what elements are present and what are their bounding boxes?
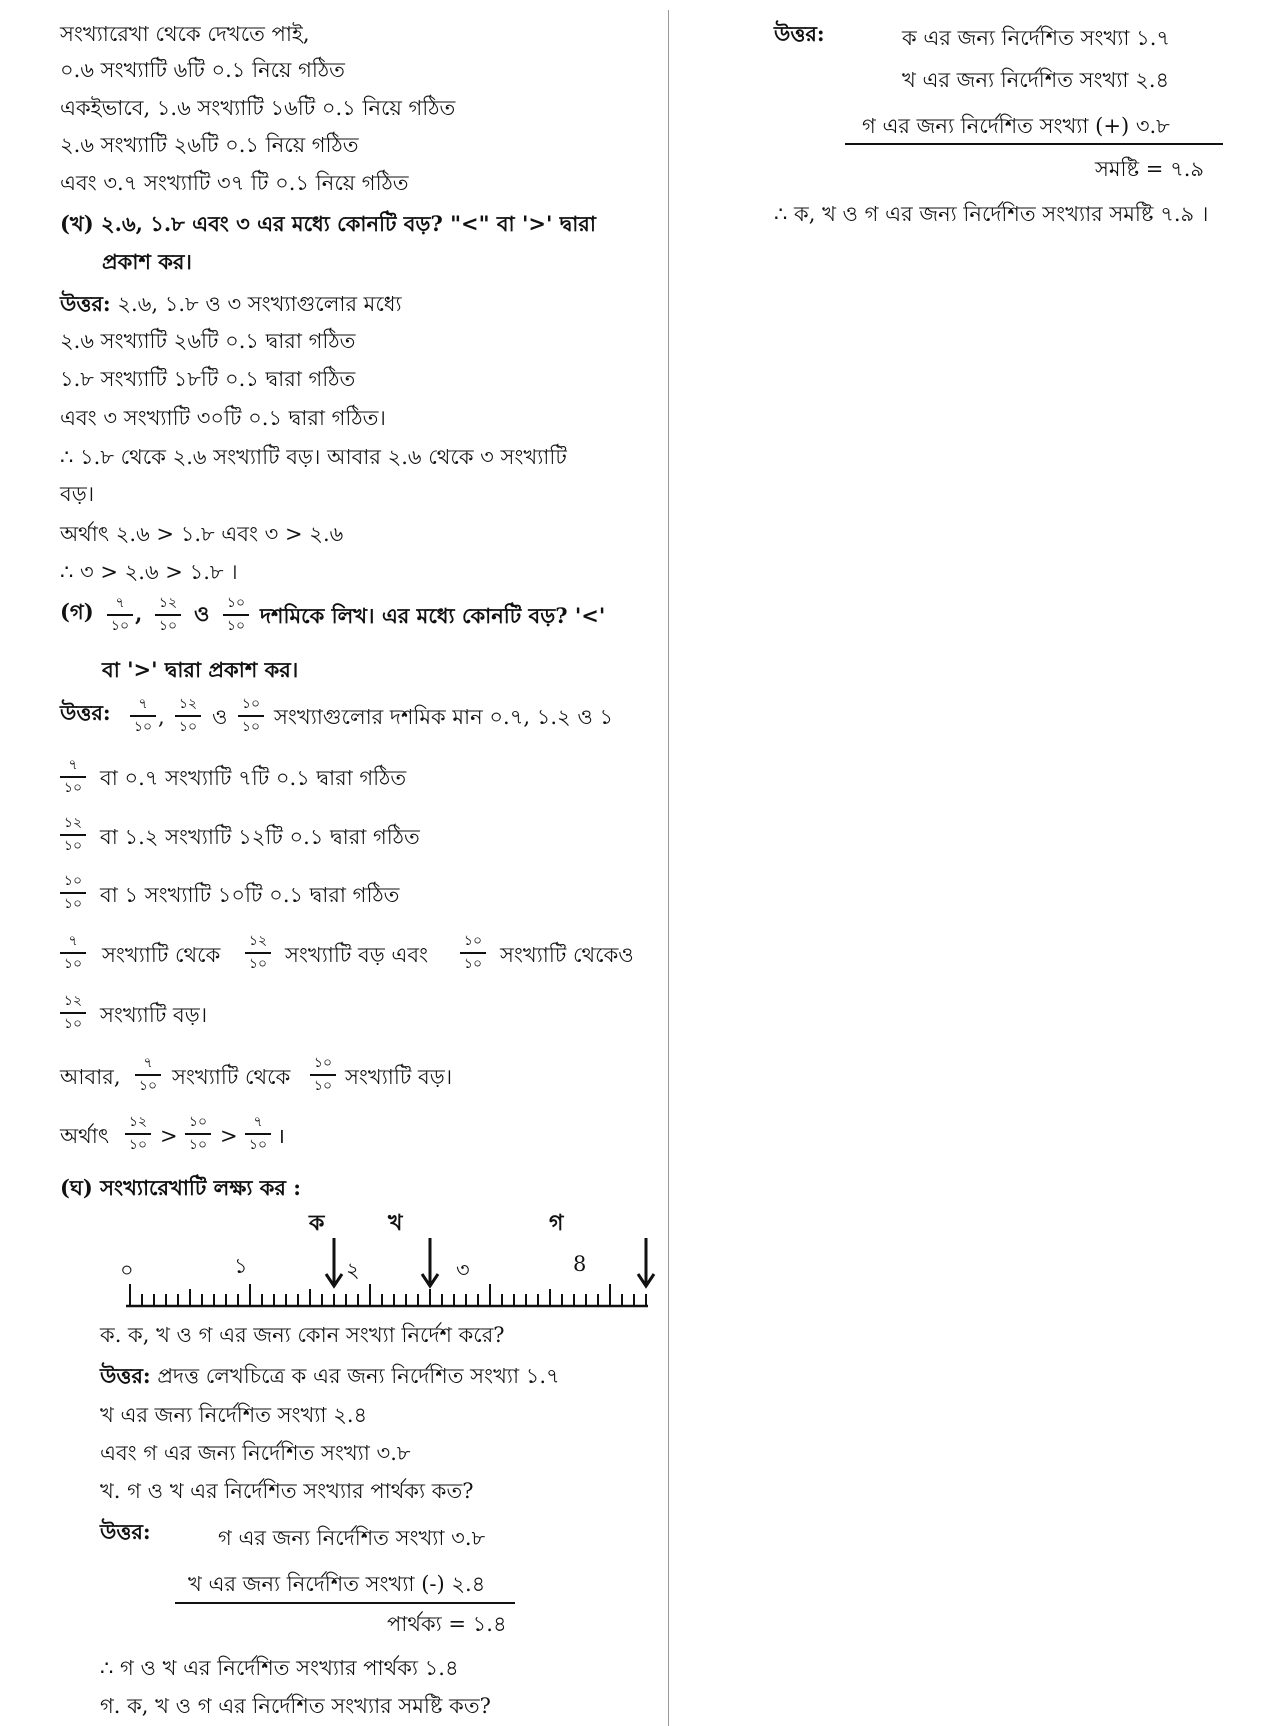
text-line: এবং গ এর জন্য নির্দেশিত সংখ্যা ৩.৮ xyxy=(100,1441,411,1465)
operator: > xyxy=(160,1124,178,1148)
text-line: সংখ্যারেখা থেকে দেখতে পাই, xyxy=(60,22,310,46)
fraction: ৭ ১০ xyxy=(60,933,86,973)
tick-label-2: ২ xyxy=(346,1258,360,1282)
operator: > xyxy=(220,1124,238,1148)
text-line: ২.৬ সংখ্যাটি ২৬টি ০.১ দ্বারা গঠিত xyxy=(60,329,356,353)
fraction: ১২ ১০ xyxy=(245,933,271,973)
text-line: বা ০.৭ সংখ্যাটি ৭টি ০.১ দ্বারা গঠিত xyxy=(100,766,407,790)
text-line: ∴ ১.৮ থেকে ২.৬ সংখ্যাটি বড়। আবার ২.৬ থেকে ৩ সংখ্যাটি xyxy=(60,445,567,469)
fraction: ১২ ১০ xyxy=(60,993,86,1033)
text-line: সংখ্যাটি বড় এবং xyxy=(285,943,429,967)
comma: , xyxy=(158,705,165,729)
tick-label-0: ০ xyxy=(120,1258,134,1282)
conjunction: ও xyxy=(212,705,228,729)
text-line: পার্থক্য = ১.৪ xyxy=(387,1612,507,1636)
tick-label-4: 8 xyxy=(573,1252,587,1276)
text-line: খ এর জন্য নির্দেশিত সংখ্যা (-) ২.৪ xyxy=(188,1572,486,1596)
text-line: একইভাবে, ১.৬ সংখ্যাটি ১৬টি ০.১ নিয়ে গঠিত xyxy=(60,96,456,120)
question-ga-cont: বা '>' দ্বারা প্রকাশ কর। xyxy=(102,657,299,682)
text-line: খ এর জন্য নির্দেশিত সংখ্যা ২.৪ xyxy=(100,1403,368,1427)
answer-text: ২.৬, ১.৮ ও ৩ সংখ্যাগুলোর মধ্যে xyxy=(117,292,402,316)
question-kha-cont: প্রকাশ কর। xyxy=(102,249,192,274)
text-line: গ এর জন্য নির্দেশিত সংখ্যা (+) ৩.৮ xyxy=(862,114,1170,138)
sum-rule xyxy=(175,1602,515,1604)
answer-line xyxy=(100,1362,560,1390)
text-line: সংখ্যাটি থেকেও xyxy=(500,943,634,967)
pointer-label-kha: খ xyxy=(388,1210,403,1236)
text-line: বা ১ সংখ্যাটি ১০টি ০.১ দ্বারা গঠিত xyxy=(100,883,400,907)
fraction: ১০ ১০ xyxy=(185,1114,211,1154)
fraction: ১২ ১০ xyxy=(155,595,181,635)
fraction: ১০ ১০ xyxy=(60,873,86,913)
text-line: বা ১.২ সংখ্যাটি ১২টি ০.১ দ্বারা গঠিত xyxy=(100,825,420,849)
conjunction: ও xyxy=(194,601,210,626)
text-line: সংখ্যাটি বড়। xyxy=(345,1065,453,1089)
text-line: সংখ্যাটি থেকে xyxy=(172,1065,291,1089)
question-ga: দশমিকে লিখ। এর মধ্যে কোনটি বড়? '<' xyxy=(260,603,606,628)
sub-question-ga: গ. ক, খ ও গ এর নির্দেশিত সংখ্যার সমষ্টি কত? xyxy=(100,1694,491,1718)
text-line: ∴ ক, খ ও গ এর জন্য নির্দেশিত সংখ্যার সমষ্টি ৭.৯ । xyxy=(774,202,1209,226)
text-line: এবং ৩.৭ সংখ্যাটি ৩৭ টি ০.১ নিয়ে গঠিত xyxy=(60,171,409,195)
fraction: ১০ ১০ xyxy=(238,696,264,736)
pointer-label-ka: ক xyxy=(309,1210,325,1236)
pointer-label-ga: গ xyxy=(549,1210,564,1236)
text-line: ∴ গ ও খ এর নির্দেশিত সংখ্যার পার্থক্য ১.৪ xyxy=(100,1656,459,1680)
answer-label: উত্তর: xyxy=(60,700,111,725)
question-kha: (খ) ২.৬, ১.৮ এবং ৩ এর মধ্যে কোনটি বড়? "<" বা '>' দ্বারা xyxy=(60,211,596,236)
answer-label: উত্তর: xyxy=(60,291,111,316)
danda: । xyxy=(277,1124,285,1148)
answer-text: প্রদত্ত লেখচিত্রে ক এর জন্য নির্দেশিত সংখ্যা ১.৭ xyxy=(157,1364,560,1388)
fraction: ১২ ১০ xyxy=(125,1114,151,1154)
fraction: ১২ ১০ xyxy=(175,696,201,736)
fraction: ১০ ১০ xyxy=(460,933,486,973)
answer-label: উত্তর: xyxy=(100,1363,151,1388)
answer-label: উত্তর: xyxy=(100,1519,151,1544)
text-line: সংখ্যাগুলোর দশমিক মান ০.৭, ১.২ ও ১ xyxy=(274,705,614,729)
tick-label-1: ১ xyxy=(234,1254,248,1278)
fraction: ৭ ১০ xyxy=(135,1055,161,1095)
text-line: বড়। xyxy=(60,482,95,506)
fraction: ৭ ১০ xyxy=(60,757,86,797)
text-line: খ এর জন্য নির্দেশিত সংখ্যা ২.৪ xyxy=(902,68,1170,92)
text-line: গ এর জন্য নির্দেশিত সংখ্যা ৩.৮ xyxy=(218,1526,486,1550)
text-line: সংখ্যাটি বড়। xyxy=(100,1003,208,1027)
text-line: ১.৮ সংখ্যাটি ১৮টি ০.১ দ্বারা গঠিত xyxy=(60,367,356,391)
answer-label: উত্তর: xyxy=(774,21,825,46)
text-line: ০.৬ সংখ্যাটি ৬টি ০.১ নিয়ে গঠিত xyxy=(60,58,345,82)
text-line: সমষ্টি = ৭.৯ xyxy=(1095,157,1205,181)
tick-label-3: ৩ xyxy=(456,1258,470,1282)
sub-question-kha: খ. গ ও খ এর নির্দেশিত সংখ্যার পার্থক্য কত? xyxy=(100,1479,474,1503)
fraction: ৭ ১০ xyxy=(107,595,133,635)
fraction: ৭ ১০ xyxy=(245,1114,271,1154)
sub-question-ka: ক. ক, খ ও গ এর জন্য কোন সংখ্যা নির্দেশ করে? xyxy=(100,1323,505,1347)
fraction: ১২ ১০ xyxy=(60,815,86,855)
text-line: ২.৬ সংখ্যাটি ২৬টি ০.১ নিয়ে গঠিত xyxy=(60,133,359,157)
text-line: ক এর জন্য নির্দেশিত সংখ্যা ১.৭ xyxy=(902,26,1171,50)
text-line: এবং ৩ সংখ্যাটি ৩০টি ০.১ দ্বারা গঠিত। xyxy=(60,406,386,430)
text-line: ∴ ৩ > ২.৬ > ১.৮ । xyxy=(60,560,238,584)
sum-rule xyxy=(845,143,1223,145)
fraction: ১০ ১০ xyxy=(310,1055,336,1095)
comma: , xyxy=(135,601,143,626)
text-line: অর্থাৎ xyxy=(60,1124,110,1148)
number-line xyxy=(0,0,669,1320)
text-line: সংখ্যাটি থেকে xyxy=(102,943,221,967)
text-line: অর্থাৎ ২.৬ > ১.৮ এবং ৩ > ২.৬ xyxy=(60,522,344,546)
question-gha: (ঘ) সংখ্যারেখাটি লক্ষ্য কর : xyxy=(60,1175,302,1200)
question-ga-label: (গ) xyxy=(60,599,94,624)
fraction: ১০ ১০ xyxy=(223,595,249,635)
fraction: ৭ ১০ xyxy=(130,696,156,736)
text-line: আবার, xyxy=(60,1065,121,1089)
